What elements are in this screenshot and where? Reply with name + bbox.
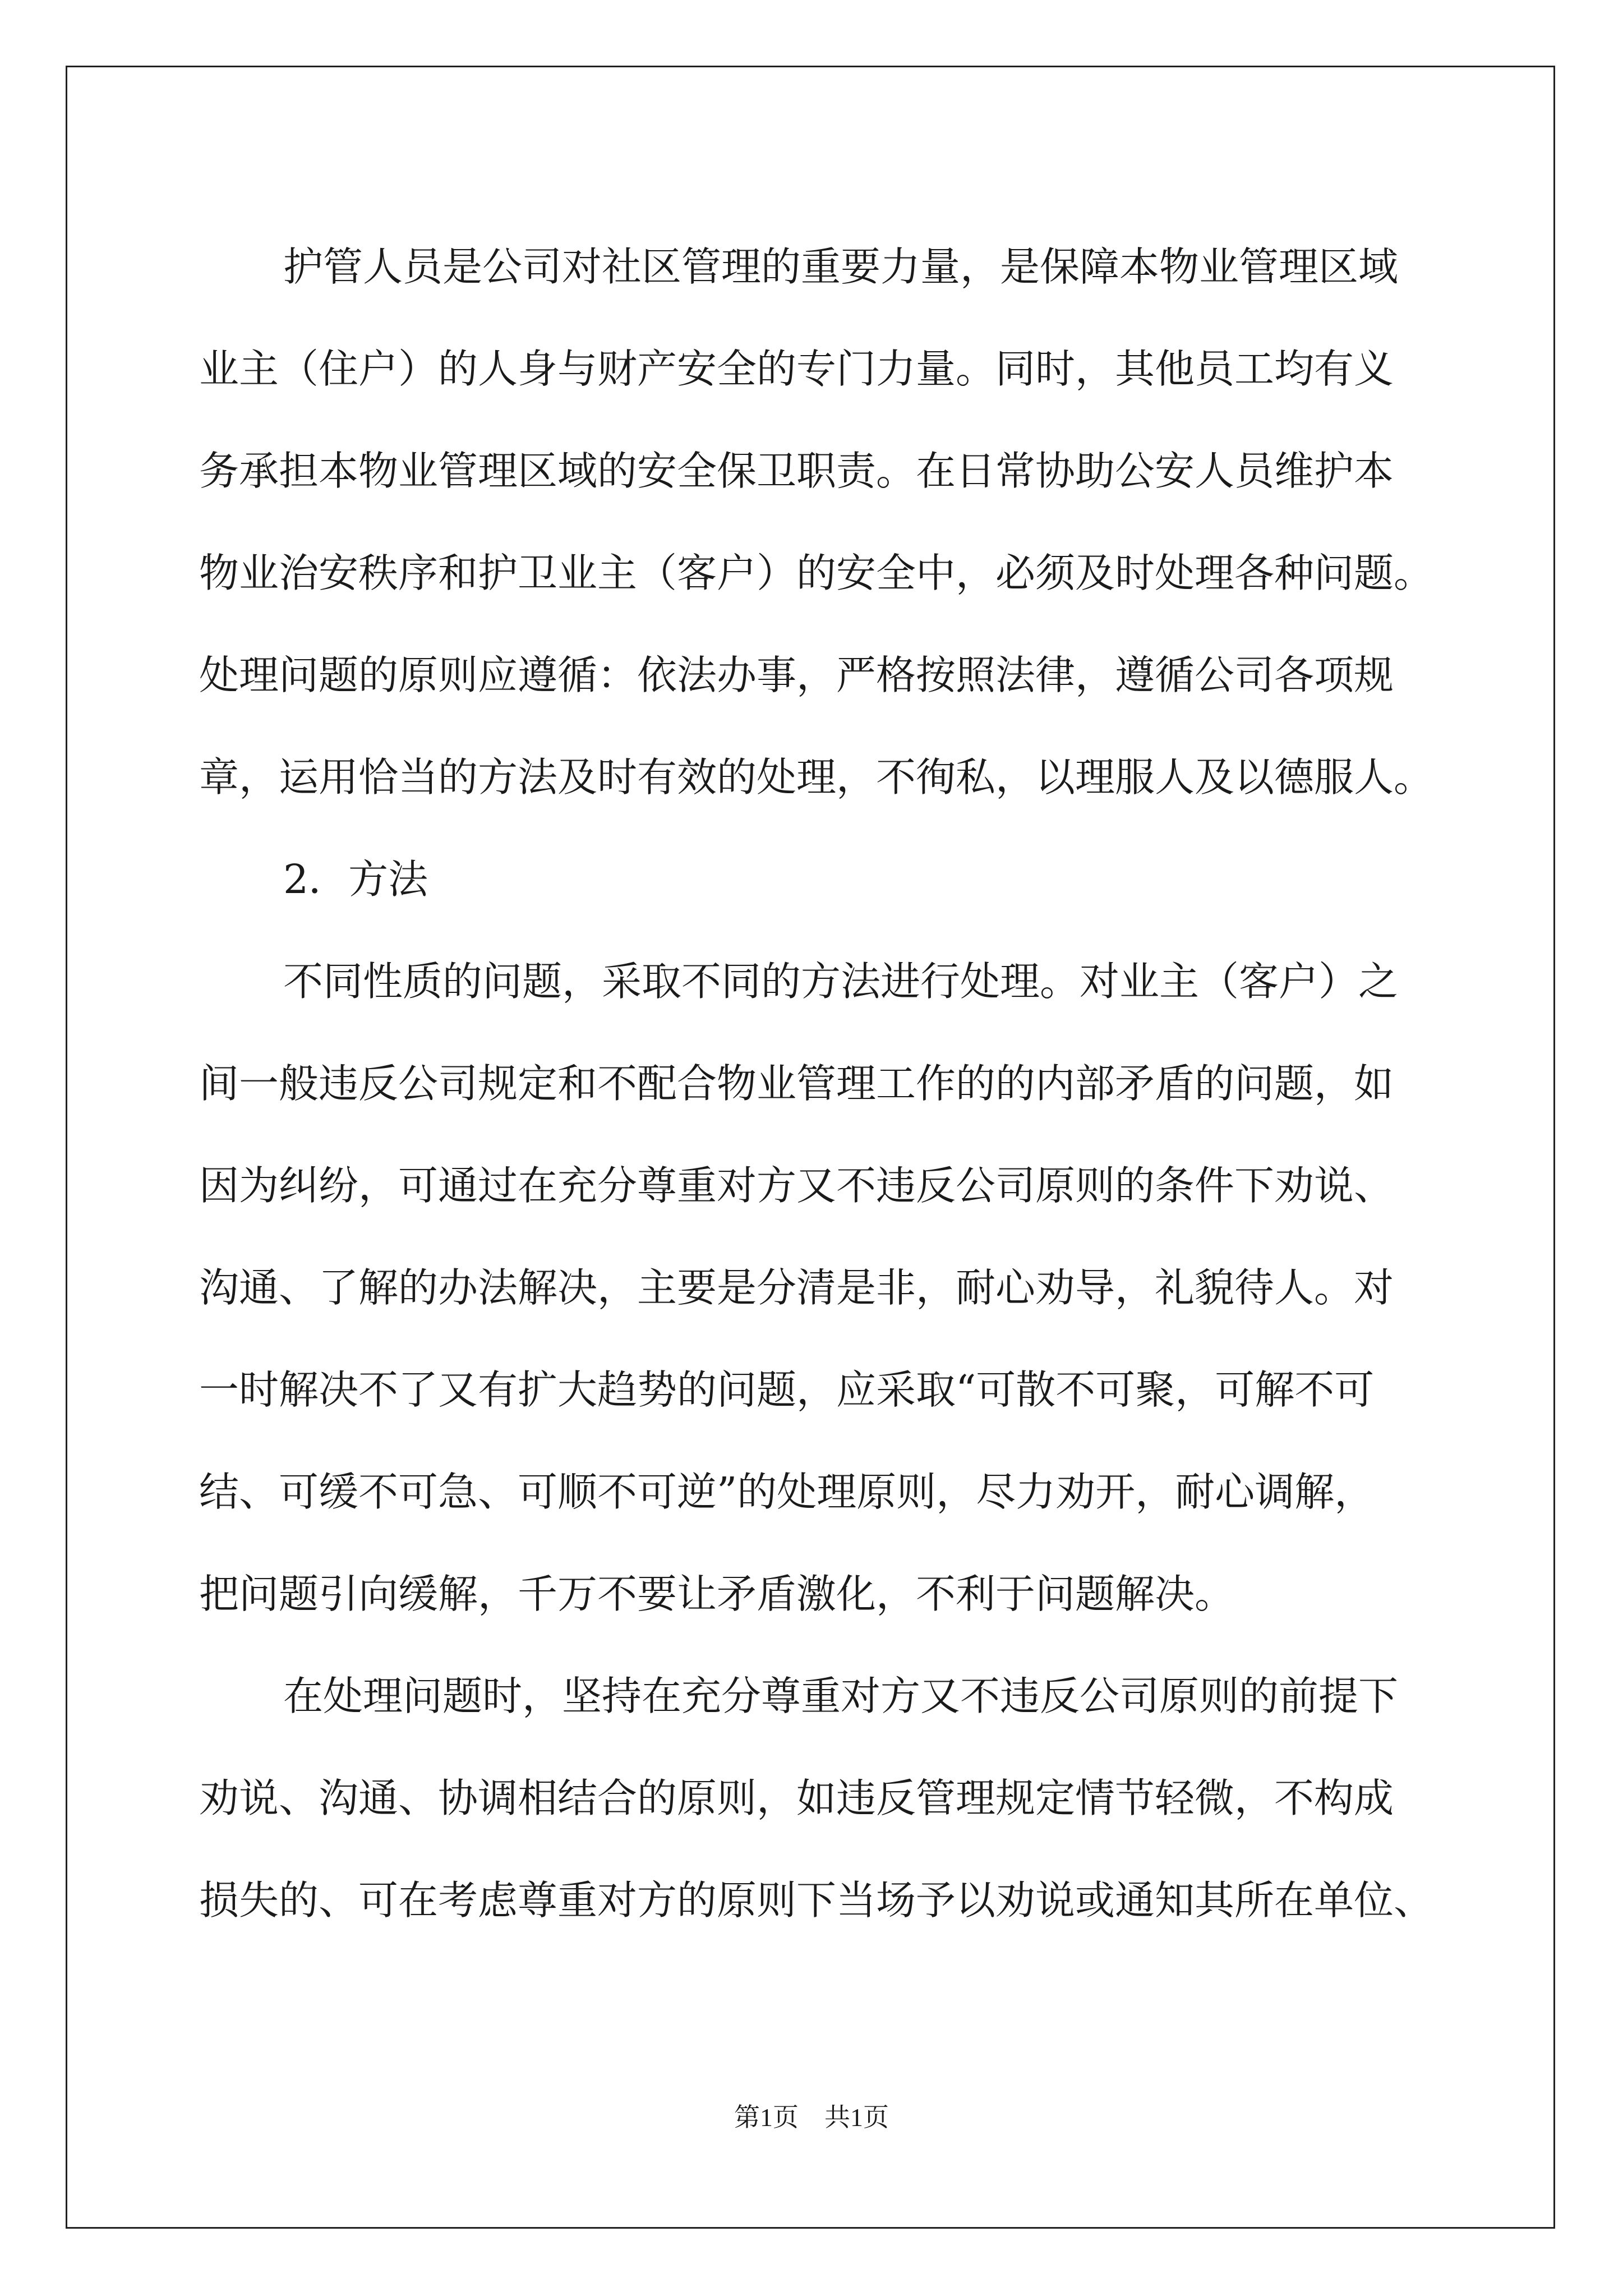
- paragraph-2-line-6: 结、可缓不可急、可顺不可逆”的处理原则，尽力劝开，耐心调解，: [199, 1469, 1375, 1515]
- paragraph-1-line-3: 务承担本物业管理区域的安全保卫职责。在日常协助公安人员维护本: [199, 448, 1394, 494]
- paragraph-2-line-3: 因为纠纷，可通过在充分尊重对方又不违反公司原则的条件下劝说、: [199, 1162, 1394, 1209]
- document-body: [199, 216, 1438, 1952]
- paragraph-1-line-5: 处理问题的原则应遵循：依法办事，严格按照法律，遵循公司各项规: [199, 652, 1394, 698]
- paragraph-2-line-4: 沟通、了解的办法解决，主要是分清是非，耐心劝导，礼貌待人。对: [199, 1264, 1394, 1311]
- paragraph-2-line-2: 间一般违反公司规定和不配合物业管理工作的的内部矛盾的问题，如: [199, 1060, 1394, 1107]
- paragraph-2-line-7: 把问题引向缓解，千万不要让矛盾激化，不利于问题解决。: [199, 1571, 1235, 1617]
- paragraph-1-line-6: 章，运用恰当的方法及时有效的处理，不徇私，以理服人及以德服人。: [199, 754, 1434, 800]
- paragraph-3-line-2: 劝说、沟通、协调相结合的原则，如违反管理规定情节轻微，不构成: [199, 1775, 1394, 1821]
- paragraph-1-line-1: 护管人员是公司对社区管理的重要力量，是保障本物业管理区域: [283, 243, 1399, 290]
- paragraph-1-line-2: 业主（住户）的人身与财产安全的专门力量。同时，其他员工均有义: [199, 346, 1394, 392]
- page-number-footer: 第1页 共1页: [734, 2103, 889, 2132]
- paragraph-1-line-4: 物业治安秩序和护卫业主（客户）的安全中，必须及时处理各种问题。: [199, 550, 1434, 596]
- paragraph-3-line-3: 损失的、可在考虑尊重对方的原则下当场予以劝说或通知其所在单位、: [199, 1877, 1434, 1924]
- paragraph-2-line-1: 不同性质的问题，采取不同的方法进行处理。对业主（客户）之: [283, 958, 1399, 1005]
- paragraph-3-line-1: 在处理问题时，坚持在充分尊重对方又不违反公司原则的前提下: [283, 1673, 1399, 1719]
- paragraph-2-line-5: 一时解决不了又有扩大趋势的问题，应采取“可散不可聚，可解不可: [199, 1366, 1375, 1413]
- section-heading-method: 2．方法: [283, 856, 428, 903]
